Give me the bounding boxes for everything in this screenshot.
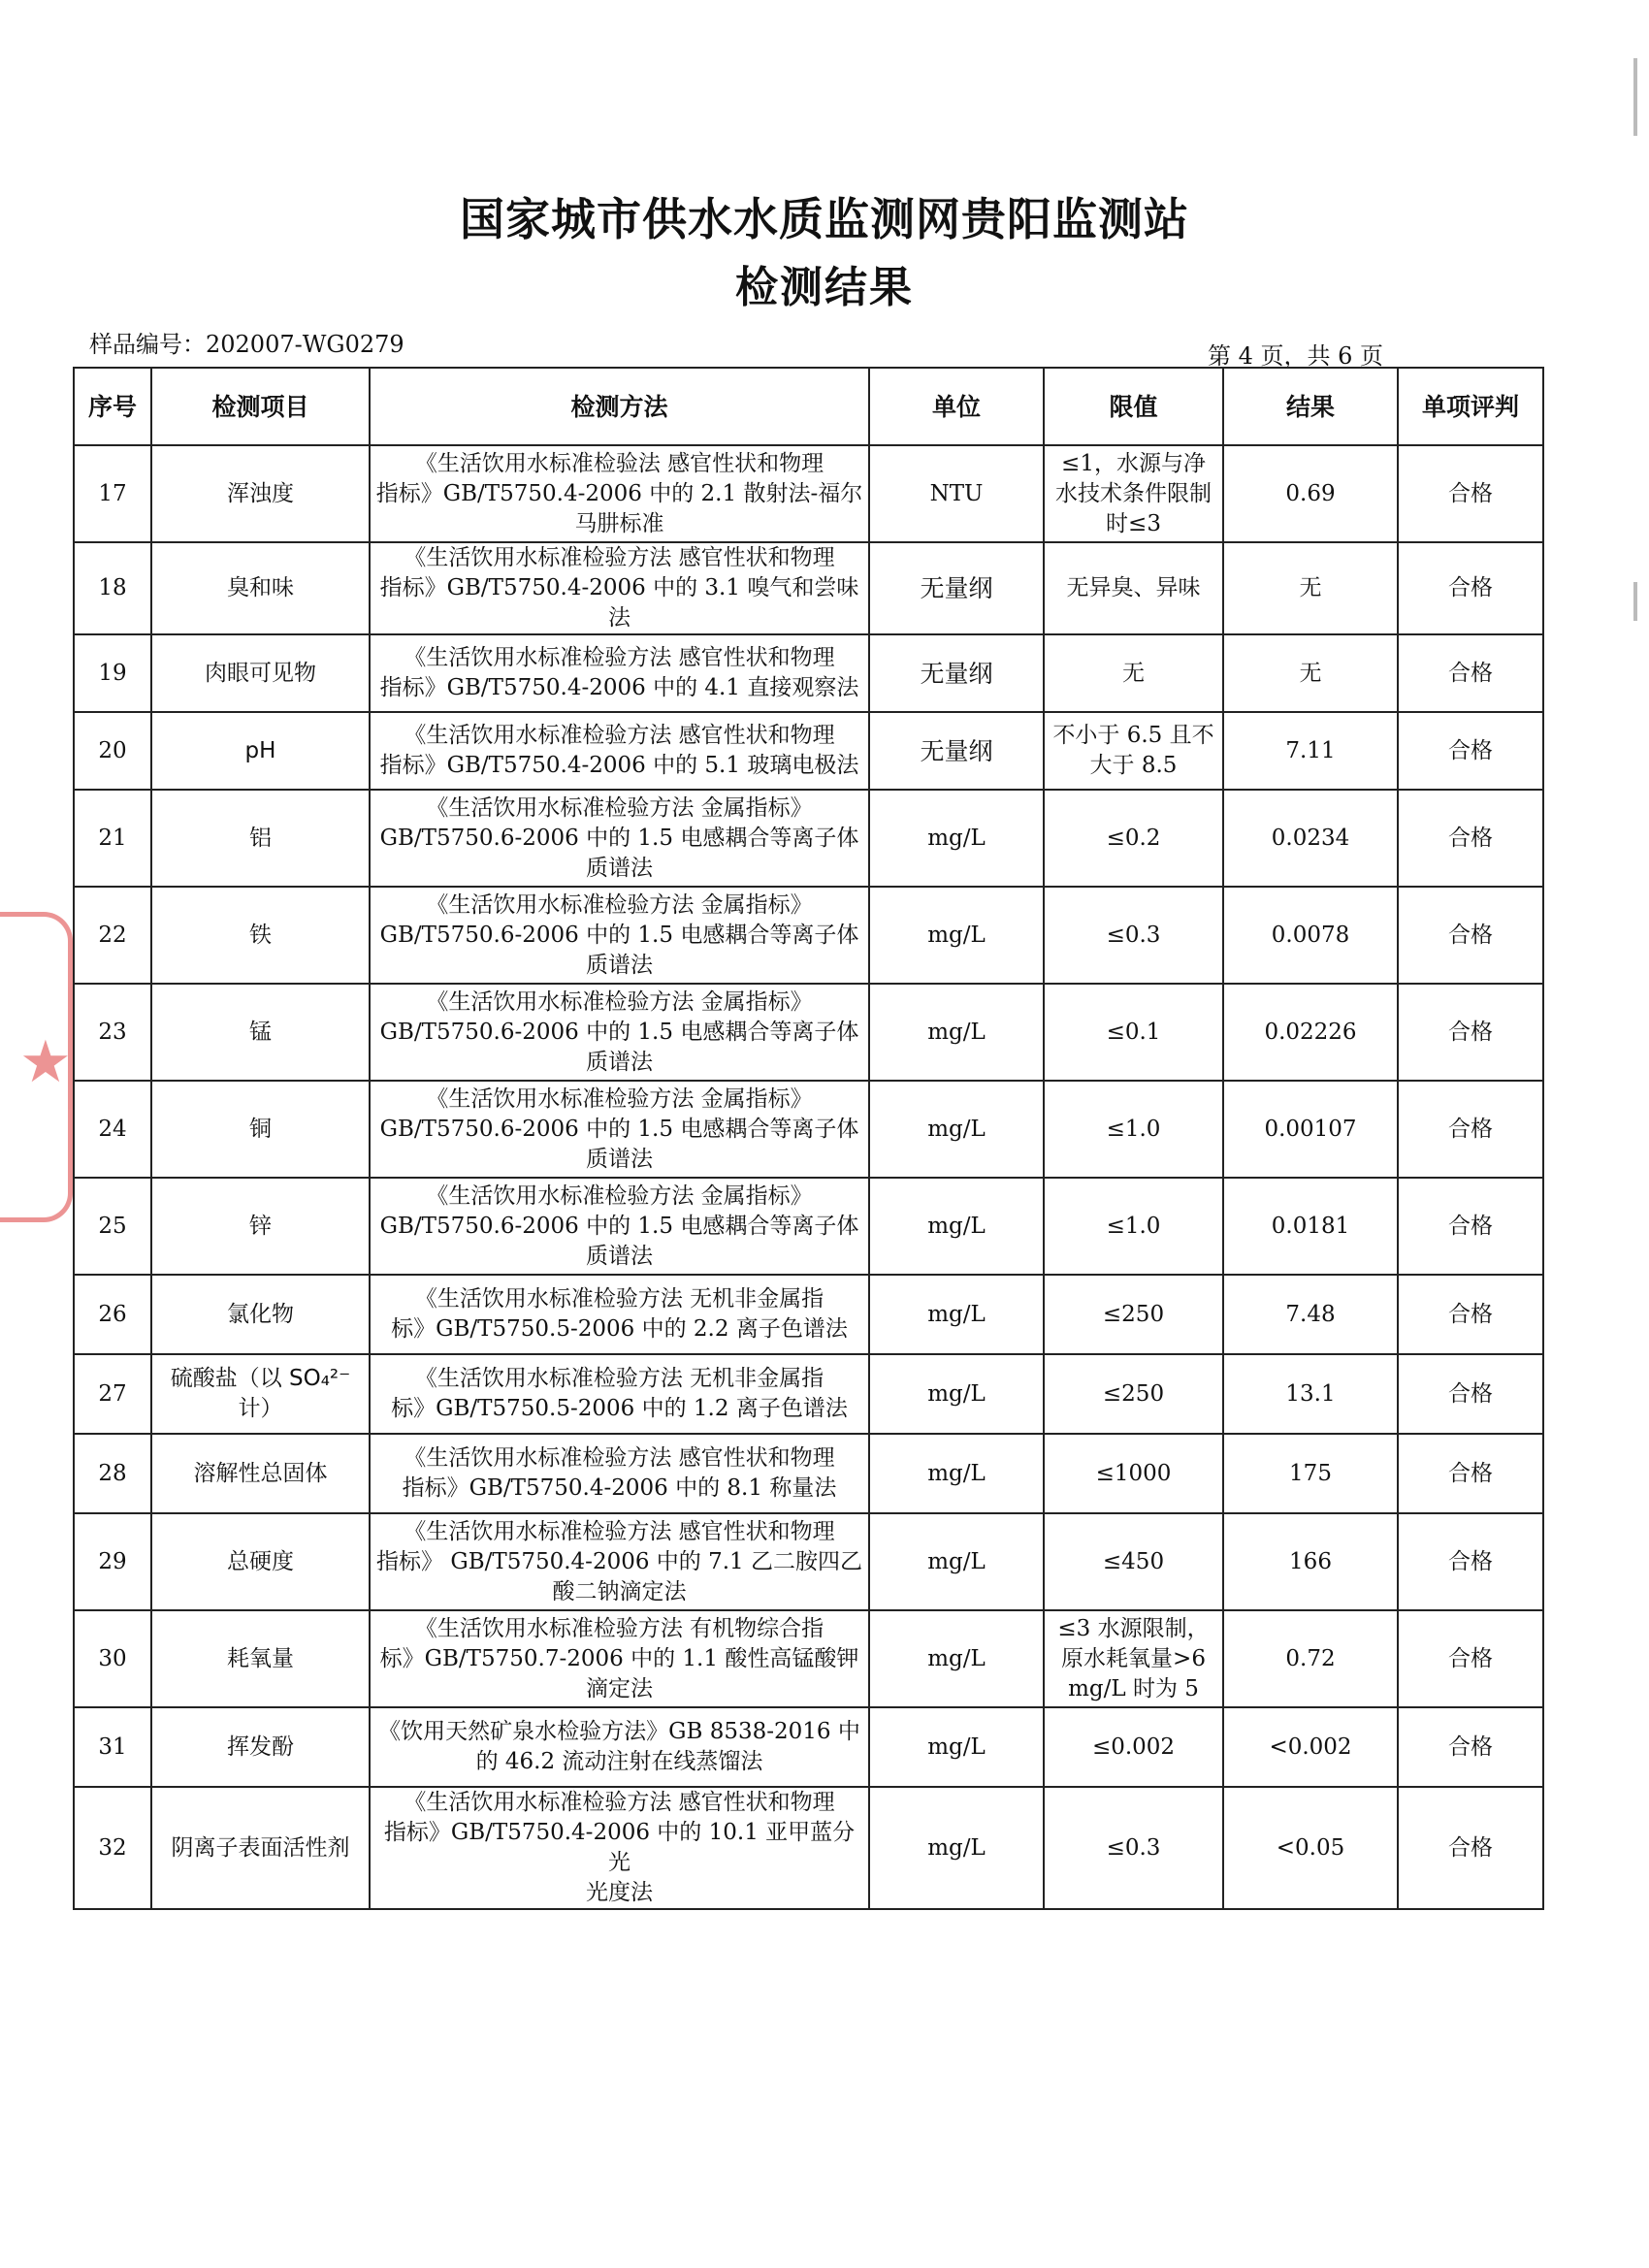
limit-value-line: ≤0.002 — [1091, 1733, 1176, 1760]
result-value: 0.00107 — [1223, 1081, 1398, 1178]
test-method — [370, 634, 869, 712]
test-method-line: 《饮用天然矿泉水检验方法》GB 8538-2016 中 — [378, 1719, 860, 1744]
limit-value — [1044, 1513, 1223, 1610]
test-method-line: GB/T5750.6-2006 中的 1.5 电感耦合等离子体 — [379, 1213, 859, 1239]
test-item: 挥发酚 — [151, 1707, 370, 1787]
test-item: 臭和味 — [151, 542, 370, 634]
limit-value — [1044, 1787, 1223, 1909]
table-row — [74, 790, 1543, 887]
test-method-line: 指标》 GB/T5750.4-2006 中的 7.1 乙二胺四乙 — [376, 1548, 862, 1574]
limit-value — [1044, 445, 1223, 542]
row-number: 28 — [74, 1434, 151, 1513]
test-method-line: 《生活饮用水标准检验方法 金属指标》 — [426, 794, 813, 821]
test-item: 耗氧量 — [151, 1610, 370, 1707]
test-method — [370, 1707, 869, 1787]
table-row — [74, 1178, 1543, 1275]
row-number: 19 — [74, 634, 151, 712]
table-row — [74, 445, 1543, 542]
row-number: 17 — [74, 445, 151, 542]
test-method — [370, 887, 869, 984]
row-number: 21 — [74, 790, 151, 887]
test-method-line: 《生活饮用水标准检验方法 感官性状和物理 — [404, 1790, 835, 1815]
row-number: 23 — [74, 984, 151, 1081]
test-item: 硫酸盐（以 SO₄²⁻ 计） — [151, 1354, 370, 1434]
document-subtitle: 检测结果 — [735, 263, 914, 312]
limit-value — [1044, 1707, 1223, 1787]
result-value: 13.1 — [1223, 1354, 1398, 1434]
test-item: 总硬度 — [151, 1513, 370, 1610]
table-row — [74, 1513, 1543, 1610]
test-method-line: GB/T5750.6-2006 中的 1.5 电感耦合等离子体 — [379, 1116, 859, 1142]
unit: mg/L — [869, 1513, 1044, 1610]
page-indicator: 第 4 页，共 6 页 — [1208, 342, 1384, 370]
limit-value — [1044, 1354, 1223, 1434]
limit-value — [1044, 984, 1223, 1081]
test-method-line: 指标》GB/T5750.4-2006 中的 5.1 玻璃电极法 — [379, 753, 859, 778]
test-method-line: 《生活饮用水标准检验方法 感官性状和物理 — [404, 1445, 835, 1471]
test-method — [370, 1178, 869, 1275]
limit-value-line: 大于 8.5 — [1089, 753, 1178, 778]
test-method-line: 《生活饮用水标准检验方法 无机非金属指 — [414, 1286, 824, 1312]
test-method-line: 质谱法 — [586, 1243, 653, 1269]
test-method — [370, 1081, 869, 1178]
test-item: 锰 — [151, 984, 370, 1081]
test-method-line: 的 46.2 流动注射在线蒸馏法 — [475, 1749, 763, 1774]
unit: mg/L — [869, 984, 1044, 1081]
col-header-limit: 限值 — [1044, 368, 1223, 445]
limit-value-line: 无异臭、异味 — [1066, 575, 1201, 600]
row-number: 31 — [74, 1707, 151, 1787]
result-value: 0.02226 — [1223, 984, 1398, 1081]
limit-value — [1044, 712, 1223, 790]
scan-edge-mark — [1633, 582, 1637, 621]
unit: 无量纲 — [869, 712, 1044, 790]
unit: mg/L — [869, 790, 1044, 887]
result-value: 无 — [1223, 634, 1398, 712]
test-method — [370, 1513, 869, 1610]
result-value: 175 — [1223, 1434, 1398, 1513]
evaluation: 合格 — [1398, 634, 1543, 712]
test-method-line: 标》GB/T5750.7-2006 中的 1.1 酸性高锰酸钾 — [379, 1645, 859, 1671]
limit-value — [1044, 887, 1223, 984]
limit-value-line: ≤0.3 — [1106, 1834, 1161, 1861]
test-method-line: 马肼标准 — [574, 510, 664, 536]
limit-value — [1044, 1178, 1223, 1275]
table-row — [74, 1787, 1543, 1909]
test-method-line: 光度法 — [586, 1880, 653, 1905]
table-row — [74, 887, 1543, 984]
table-row — [74, 1081, 1543, 1178]
unit: NTU — [869, 445, 1044, 542]
table-row — [74, 712, 1543, 790]
test-method-line: 《生活饮用水标准检验方法 金属指标》 — [426, 988, 813, 1015]
result-value: 0.69 — [1223, 445, 1398, 542]
evaluation: 合格 — [1398, 1707, 1543, 1787]
limit-value-line: mg/L 时为 5 — [1068, 1675, 1199, 1701]
limit-value-line: ≤0.2 — [1106, 825, 1161, 851]
result-value: 0.72 — [1223, 1610, 1398, 1707]
limit-value-line: ≤1，水源与净 — [1061, 450, 1206, 476]
evaluation: 合格 — [1398, 445, 1543, 542]
unit: mg/L — [869, 1707, 1044, 1787]
table-row — [74, 542, 1543, 634]
test-method — [370, 1787, 869, 1909]
limit-value-line: 无 — [1122, 660, 1145, 686]
table-row — [74, 1707, 1543, 1787]
test-method — [370, 1275, 869, 1354]
test-method-line: 《生活饮用水标准检验方法 无机非金属指 — [414, 1366, 824, 1391]
limit-value — [1044, 790, 1223, 887]
test-method-line: 酸二钠滴定法 — [552, 1578, 687, 1604]
test-method-line: 质谱法 — [586, 952, 653, 978]
sample-number: 样品编号：202007-WG0279 — [89, 331, 404, 358]
row-number: 29 — [74, 1513, 151, 1610]
result-value: 无 — [1223, 542, 1398, 634]
limit-value-line: ≤1000 — [1095, 1460, 1172, 1486]
test-method-line: 《生活饮用水标准检验方法 感官性状和物理 — [404, 723, 835, 748]
col-header-unit: 单位 — [869, 368, 1044, 445]
test-item: 铁 — [151, 887, 370, 984]
table-row — [74, 1434, 1543, 1513]
limit-value-line: ≤250 — [1102, 1380, 1165, 1407]
test-method-line: 《生活饮用水标准检验方法 感官性状和物理 — [404, 645, 835, 670]
limit-value-line: 原水耗氧量>6 — [1061, 1645, 1206, 1671]
row-number: 22 — [74, 887, 151, 984]
evaluation: 合格 — [1398, 984, 1543, 1081]
test-method — [370, 1610, 869, 1707]
limit-value — [1044, 1081, 1223, 1178]
table-header-row — [74, 368, 1543, 445]
test-item: 铜 — [151, 1081, 370, 1178]
result-value: 7.48 — [1223, 1275, 1398, 1354]
test-item: 锌 — [151, 1178, 370, 1275]
unit: mg/L — [869, 1178, 1044, 1275]
test-item: pH — [151, 712, 370, 790]
col-header-eval: 单项评判 — [1398, 368, 1543, 445]
result-value: <0.002 — [1223, 1707, 1398, 1787]
limit-value-line: 不小于 6.5 且不 — [1052, 723, 1214, 748]
table-row — [74, 1354, 1543, 1434]
result-value: 0.0078 — [1223, 887, 1398, 984]
limit-value-line: ≤250 — [1102, 1301, 1165, 1327]
unit: mg/L — [869, 1354, 1044, 1434]
row-number: 30 — [74, 1610, 151, 1707]
seal-star-icon: ★ — [19, 1028, 72, 1096]
unit: mg/L — [869, 1610, 1044, 1707]
evaluation: 合格 — [1398, 1610, 1543, 1707]
test-method-line: 标》GB/T5750.5-2006 中的 1.2 离子色谱法 — [391, 1396, 848, 1421]
test-method — [370, 790, 869, 887]
row-number: 20 — [74, 712, 151, 790]
test-method — [370, 542, 869, 634]
limit-value — [1044, 1610, 1223, 1707]
test-method-line: 《生活饮用水标准检验方法 有机物综合指 — [414, 1615, 824, 1641]
test-method-line: 指标》GB/T5750.4-2006 中的 3.1 嗅气和尝味 — [379, 575, 859, 600]
scan-edge-mark — [1633, 58, 1637, 136]
test-method-line: 质谱法 — [586, 855, 653, 881]
limit-value-line: ≤1.0 — [1106, 1213, 1161, 1239]
test-method-line: GB/T5750.6-2006 中的 1.5 电感耦合等离子体 — [379, 922, 859, 948]
test-method-line: GB/T5750.6-2006 中的 1.5 电感耦合等离子体 — [379, 1019, 859, 1045]
unit: 无量纲 — [869, 634, 1044, 712]
row-number: 25 — [74, 1178, 151, 1275]
test-method — [370, 984, 869, 1081]
result-value: 166 — [1223, 1513, 1398, 1610]
limit-value-line: ≤0.3 — [1106, 922, 1161, 948]
test-item: 浑浊度 — [151, 445, 370, 542]
unit: mg/L — [869, 887, 1044, 984]
row-number: 27 — [74, 1354, 151, 1434]
row-number: 24 — [74, 1081, 151, 1178]
row-number: 26 — [74, 1275, 151, 1354]
col-header-method: 检测方法 — [370, 368, 869, 445]
test-method — [370, 1354, 869, 1434]
test-method-line: 《生活饮用水标准检验方法 感官性状和物理 — [404, 1518, 835, 1544]
test-method-line: 《生活饮用水标准检验方法 金属指标》 — [426, 1085, 813, 1112]
test-method-line: 法 — [608, 605, 630, 631]
results-table — [73, 367, 1544, 1910]
table-row — [74, 1275, 1543, 1354]
test-item: 肉眼可见物 — [151, 634, 370, 712]
unit: mg/L — [869, 1275, 1044, 1354]
test-method-line: 《生活饮用水标准检验方法 感官性状和物理 — [404, 545, 835, 570]
limit-value — [1044, 634, 1223, 712]
limit-value-line: 水技术条件限制 — [1055, 480, 1212, 506]
unit: 无量纲 — [869, 542, 1044, 634]
limit-value-line: ≤1.0 — [1106, 1116, 1161, 1142]
evaluation: 合格 — [1398, 1513, 1543, 1610]
result-value: 7.11 — [1223, 712, 1398, 790]
evaluation: 合格 — [1398, 887, 1543, 984]
evaluation: 合格 — [1398, 1787, 1543, 1909]
evaluation: 合格 — [1398, 1275, 1543, 1354]
evaluation: 合格 — [1398, 1081, 1543, 1178]
evaluation: 合格 — [1398, 712, 1543, 790]
test-method-line: GB/T5750.6-2006 中的 1.5 电感耦合等离子体 — [379, 825, 859, 851]
test-method-line: 《生活饮用水标准检验法 感官性状和物理 — [414, 450, 824, 476]
test-method-line: 标》GB/T5750.5-2006 中的 2.2 离子色谱法 — [391, 1316, 848, 1342]
evaluation: 合格 — [1398, 1434, 1543, 1513]
result-value: 0.0234 — [1223, 790, 1398, 887]
test-method-line: 指标》GB/T5750.4-2006 中的 8.1 称量法 — [402, 1475, 837, 1501]
test-method-line: 质谱法 — [586, 1146, 653, 1172]
limit-value — [1044, 1434, 1223, 1513]
limit-value-line: ≤450 — [1102, 1548, 1165, 1574]
test-method-line: 指标》GB/T5750.4-2006 中的 10.1 亚甲蓝分光 — [383, 1820, 856, 1875]
unit: mg/L — [869, 1081, 1044, 1178]
row-number: 18 — [74, 542, 151, 634]
evaluation: 合格 — [1398, 1178, 1543, 1275]
evaluation: 合格 — [1398, 790, 1543, 887]
row-number: 32 — [74, 1787, 151, 1909]
result-value: <0.05 — [1223, 1787, 1398, 1909]
test-item: 铝 — [151, 790, 370, 887]
test-item: 氯化物 — [151, 1275, 370, 1354]
test-item: 阴离子表面活性剂 — [151, 1787, 370, 1909]
limit-value — [1044, 542, 1223, 634]
test-method-line: 《生活饮用水标准检验方法 金属指标》 — [426, 1183, 813, 1209]
test-method-line: 《生活饮用水标准检验方法 金属指标》 — [426, 891, 813, 918]
result-value: 0.0181 — [1223, 1178, 1398, 1275]
limit-value-line: ≤0.1 — [1106, 1019, 1161, 1045]
col-header-item: 检测项目 — [151, 368, 370, 445]
document-title: 国家城市供水水质监测网贵阳监测站 — [460, 193, 1189, 245]
limit-value — [1044, 1275, 1223, 1354]
limit-value-line: ≤3 水源限制， — [1057, 1615, 1210, 1641]
evaluation: 合格 — [1398, 1354, 1543, 1434]
test-method — [370, 1434, 869, 1513]
unit: mg/L — [869, 1787, 1044, 1909]
test-method-line: 指标》GB/T5750.4-2006 中的 4.1 直接观察法 — [379, 675, 859, 700]
test-method-line: 质谱法 — [586, 1049, 653, 1075]
col-header-no: 序号 — [74, 368, 151, 445]
col-header-result: 结果 — [1223, 368, 1398, 445]
test-method-line: 指标》GB/T5750.4-2006 中的 2.1 散射法-福尔 — [375, 480, 863, 506]
evaluation: 合格 — [1398, 542, 1543, 634]
test-method-line: 滴定法 — [586, 1675, 653, 1701]
table-row — [74, 634, 1543, 712]
limit-value-line: 时≤3 — [1106, 510, 1161, 536]
test-method — [370, 445, 869, 542]
test-item: 溶解性总固体 — [151, 1434, 370, 1513]
table-row — [74, 1610, 1543, 1707]
test-method — [370, 712, 869, 790]
unit: mg/L — [869, 1434, 1044, 1513]
table-row — [74, 984, 1543, 1081]
